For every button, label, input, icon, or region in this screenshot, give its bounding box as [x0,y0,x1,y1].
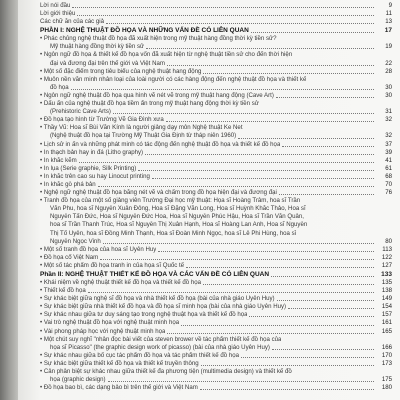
toc-entry-title: • In thạch bản hay in đá (Litho graphy) [40,149,143,157]
dot-leader [203,68,374,74]
toc-entry-title: • In khắc kẽm [40,157,77,165]
dot-leader [166,116,374,122]
dot-leader [88,287,374,293]
toc-page-number: 135 [381,279,392,286]
toc-entry [40,319,392,327]
table-of-contents [40,2,392,392]
toc-entry-title: đại và đương đại trên thế giới và Việt Nam [50,59,165,67]
toc-entry [40,108,392,116]
toc-entry [40,279,392,287]
toc-entry-title: • Sự khác nhau giữa tư duy sáng tạo trong nghệ thuật họa và thiết kế đồ họa [40,311,247,319]
dot-leader [103,238,374,244]
book-spine [0,0,20,400]
toc-entry [40,360,392,368]
toc-entry [40,132,392,140]
toc-page-number: 17 [384,27,392,35]
dot-leader [277,295,374,301]
toc-page-number: 122 [381,253,392,261]
dot-leader [79,157,374,163]
toc-page-number: 180 [381,384,392,392]
dot-leader [251,27,374,33]
toc-entry-title: • Khái niệm về nghệ thuật thiết kế đồ họa và thiết kế đồ họa [40,279,201,287]
toc-page-number: 138 [381,287,392,295]
toc-page-number: 11 [385,10,392,18]
toc-entry [40,303,392,311]
toc-page-number: 32 [385,116,392,124]
toc-page-number: 30 [385,91,392,99]
toc-entry [40,205,392,213]
toc-page-number: 28 [385,67,392,75]
toc-entry-title: • Đồ họa bao bì, các dạng bảo bì trên thế giới và Việt Nam [40,384,198,392]
toc-page-number: 157 [381,311,392,319]
toc-entry-title: đồ họa [50,83,69,91]
toc-entry-title: • Vài phong pháp học với nghệ thuật minh họa [40,328,165,336]
dot-leader [167,328,374,334]
toc-entry-title: Lời giới thiệu [40,10,76,18]
dot-leader [167,60,374,66]
toc-entry [40,149,392,157]
toc-page-number: 22 [385,59,392,67]
toc-entry-title: • In lụa (Serie graphie, Silk Printing) [40,165,136,173]
toc-entry-title: • In khắc gỗ phá bản [40,181,96,189]
toc-entry [40,295,392,303]
toc-entry-title: • Sự khác biệt giữa thiết kế đồ họa và thiết kế truyền thông [40,360,199,368]
dot-leader [146,43,374,49]
toc-entry-title: • Sự khác biệt giữa nghệ sĩ đồ họa và nhà thiết kế đồ họa (bài của nhà giáo Uyên Huy) [40,295,275,303]
dot-leader [282,141,374,147]
dot-leader [108,376,374,382]
toc-entry [40,189,392,197]
toc-entry [40,262,392,270]
toc-page-number: 149 [381,295,392,303]
toc-page-number: 70 [385,180,392,188]
toc-entry [40,100,392,108]
toc-entry-title: • Thầy Vũ: Hoa sĩ Bùi Văn Kính là người giảng dạy môn Nghệ thuật Ke Net [40,124,243,132]
toc-section-heading [40,270,392,279]
toc-page-number: 161 [381,319,392,327]
dot-leader [145,149,374,155]
toc-entry-title: • Lịch sử in ấn và những phát minh có tác động đến nghệ thuật đồ họa và thiết kế đồ họa [40,141,280,149]
toc-entry-title: Nguyễn Tấn Đức, Hoa sĩ Nguyễn Đức Hoa, Hoa sĩ Nguyễn Phúc Hậu, Hoa sĩ Trần Văn Quân, [50,213,304,221]
dot-leader [72,2,374,8]
toc-entry-title: • Nghệ ngữ nghệ thuật đồ họa bằng nét vẽ và chấm trong đồ họa hiện đại và đương đại [40,189,277,197]
dot-leader [98,181,374,187]
toc-entry [40,60,392,68]
toc-entry [40,43,392,51]
toc-entry [40,246,392,254]
toc-entry-title: • Sự khác biệt giữa nhà thiết kế đồ họa và đồ họa sĩ minh họa (bài của nhà giáo Uyên Huy) [40,303,286,311]
toc-entry [40,221,392,229]
toc-entry [40,181,392,189]
dot-leader [100,254,374,260]
dot-leader [158,246,374,252]
toc-entry [40,376,392,384]
toc-entry-title: • Cân phân biệt sự khác nhau giữa thiết kế đa phương tiện (multimedia design) và thiết kế đồ [40,368,292,376]
toc-entry [40,238,392,246]
toc-entry-title: • Ngôn ngữ nghệ thuật đồ họa qua hình vẽ nét vẽ trong mỹ thuật hang động (Cave Art) [40,92,274,100]
toc-page-number: 166 [381,343,392,351]
toc-page-number: 173 [381,359,392,367]
dot-leader [138,165,374,171]
toc-entry [40,76,392,84]
toc-page-number: 30 [385,83,392,91]
toc-entry [40,165,392,173]
toc-entry [40,157,392,165]
dot-leader [271,271,374,277]
book-page [18,0,400,400]
dot-leader [186,262,374,268]
toc-page-number: 113 [382,245,392,253]
toc-page-number: 133 [381,271,392,278]
toc-page-number: 80 [385,237,392,245]
dot-leader [77,10,374,16]
toc-entry-title: Thị Tố Uyên, hoa sĩ Đồng Minh Thạnh, Hoa sĩ Đoàn Minh Ngọc, hoa sĩ Lê Phi Hùng, hoa sĩ [50,229,297,237]
toc-entry [40,254,392,262]
toc-page-number: 13 [385,18,392,26]
toc-entry [40,213,392,221]
toc-entry [40,384,392,392]
toc-page-number: 37 [385,140,392,148]
toc-page-number: 165 [381,327,392,335]
toc-page-number: 76 [385,189,392,197]
toc-entry [40,84,392,92]
toc-page-number: 19 [385,43,392,51]
toc-page-number: 61 [385,164,392,172]
dot-leader [152,173,374,179]
dot-leader [288,303,374,309]
toc-page-number: 175 [381,376,392,384]
toc-entry-title: • Phác chủng nghệ thuật đồ họa đã xuất hiện trong mỹ thuật hàng đồng thời kỳ tiền sử? [40,35,277,43]
toc-page-number: 127 [381,261,392,269]
toc-entry-title: • Dấu ấn của nghệ thuật đồ họa tiềm ẩn trong mỹ thuật hang động thời kỳ tiền sử [40,100,259,108]
toc-page-number: 31 [385,108,392,116]
toc-page-number: 39 [385,148,392,156]
dot-leader [71,84,374,90]
dot-leader [203,279,374,285]
toc-entry-title: Phần II: NGHỆ THUẬT THIẾT KẾ ĐỒ HỌA VÀ CÁC VẤN ĐỀ CÓ LIÊN QUAN [40,271,270,278]
toc-page-number: 9 [388,2,392,9]
toc-entry [40,311,392,319]
toc-entry [40,51,392,59]
toc-entry-title: họa (graphic design) [50,376,106,384]
toc-entry [40,287,392,295]
toc-entry-title: hoa sĩ Trần Thanh Trúc, Hoa sĩ Nguyễn Thị Xuân Hạnh, Hoa sĩ Hoàng Lan Anh, Hoa sĩ Nguyễn [50,221,308,229]
toc-entry [40,141,392,149]
toc-entry-title: Mỹ thuật hàng đồng thời kỳ tiền sử [50,43,145,51]
toc-entry [40,68,392,76]
toc-page-number: 154 [381,303,392,311]
toc-entry-title: • Ngôn ngữ đồ họa & thiết kế đồ họa vốn đã xuất hiện từ nghệ thuật tiền sử cho đến thời hiện [40,51,292,59]
toc-entry [40,124,392,132]
toc-entry-title: • Một chút suy nghĩ "nhân đọc bài viết của steven brower về tác phẩm thiết kế đồ họa của [40,336,281,344]
toc-entry [40,116,392,124]
toc-entry [40,173,392,181]
toc-entry [40,18,392,26]
toc-entry [40,344,392,352]
toc-entry [40,230,392,238]
toc-entry-title: • In khắc trên cao su hay Linocut printing [40,173,150,181]
dot-leader [201,360,374,366]
toc-entry-title: • Một số tác phẩm đồ họa tranh in của họa sĩ Quốc tế [40,262,184,270]
toc-entry-title: (Prehistoric Cave Arts) [50,108,111,116]
toc-page-number: 32 [385,132,392,140]
dot-leader [272,344,374,350]
toc-entry-title: • Vai trò nghệ thuật đồ họa với nghệ thuật minh họa [40,319,179,327]
dot-leader [200,384,374,390]
toc-page-number: 68 [385,172,392,180]
toc-entry [40,336,392,344]
toc-entry-title: • Đồ họa cổ Việt Nam [40,254,98,262]
toc-entry-title: PHẦN I: NGHỆ THUẬT ĐỒ HỌA VÀ NHỮNG VẤN ĐỀ CÓ LIÊN QUAN [40,27,249,35]
toc-entry-title: (Nghệ thuật đồ họa tại Trường Mỹ Thuật Gia Định từ tháp niên 1960) [50,132,237,140]
dot-leader [106,18,374,24]
toc-entry [40,368,392,376]
toc-page-number: 41 [385,156,392,164]
toc-page-number: 170 [381,351,392,359]
toc-entry [40,10,392,18]
toc-entry-title: • Thiết kế đồ họa [40,287,86,295]
toc-entry-title: họa sĩ Picasso" (the graphic design work of picasso) (bài của nhà giáo Uyên Huy) [50,343,270,351]
toc-entry-title: • Một số tranh đồ họa của hoa sĩ Uyên Huy [40,246,156,254]
toc-entry-title: • Tranh đồ họa của một số giảng viên Trường Đại học mỹ thuật: Họa sĩ Hoàng Trâm, hoa sĩ Trần [40,197,300,205]
toc-entry-title: • Muôn nền văn minh nhân loại của loài người có các hàng động đến nghệ thuật đồ họa và thiết kế [40,76,306,84]
toc-entry [40,328,392,336]
toc-entry-title: Lời nói đầu [40,2,71,9]
toc-entry-title: • Một số đặc điểm trong tiêu biểu của nghệ thuật hang động [40,68,201,76]
dot-leader [241,352,374,358]
toc-entry-title: • Sự khác nhau giữa bố cục tác phẩm đồ họa và tác phẩm thiết kế đồ họa [40,352,239,360]
toc-section-heading [40,26,392,35]
toc-entry-title: Các chữ ăn của các giả [40,18,105,26]
dot-leader [249,311,374,317]
dot-leader [238,133,374,139]
toc-entry [40,2,392,10]
toc-entry-title: • Đồ họa tạo hình từ Trường Vẽ Gia Đình xưa [40,116,164,124]
dot-leader [279,189,374,195]
toc-entry-title: Văn Phu, hoa sĩ Nguyễn Xuân Đông, Hoa sĩ Đặng Văn Long, Hoa sĩ Huỳnh Khắc Thảo, Hoa sĩ [50,205,306,213]
dot-leader [113,108,374,114]
toc-entry [40,92,392,100]
toc-entry [40,197,392,205]
toc-entry [40,35,392,43]
dot-leader [276,92,374,98]
dot-leader [181,320,374,326]
toc-entry-title: Nguyễn Ngọc Vinh [50,237,101,245]
toc-entry [40,352,392,360]
